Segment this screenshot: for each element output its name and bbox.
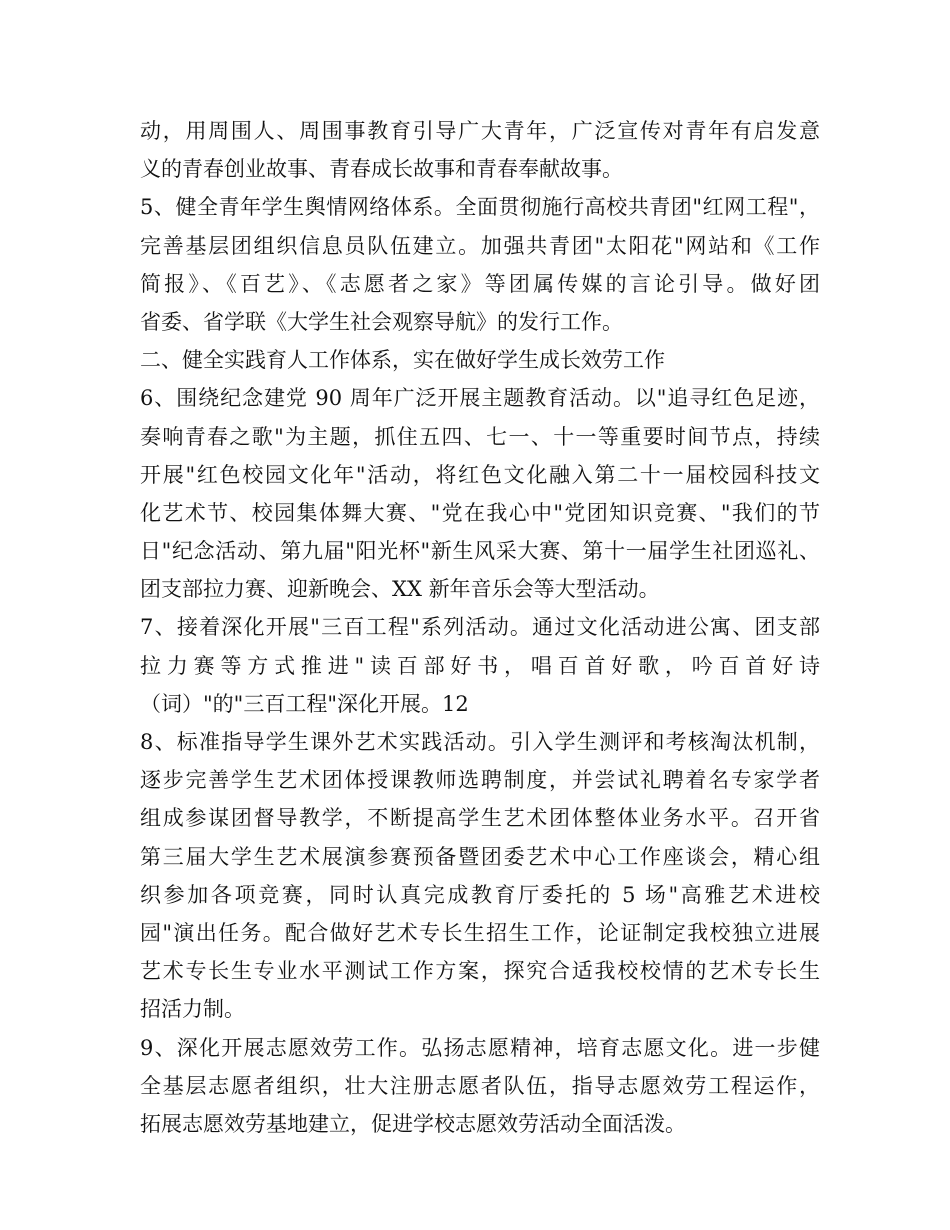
text-line: 第三届大学生艺术展演参赛预备暨团委艺术中心工作座谈会，精心组 xyxy=(140,844,820,869)
text-line: 化艺术节、校园集体舞大赛、"党在我心中"党团知识竞赛、"我们的节 xyxy=(140,500,820,525)
text-line: 8、标准指导学生课外艺术实践活动。引入学生测评和考核淘汰机制， xyxy=(140,730,820,754)
text-line: 5、健全青年学生舆情网络体系。全面贯彻施行高校共青团"红网工程"， xyxy=(140,195,820,220)
text-line: 6、围绕纪念建党 90 周年广泛开展主题教育活动。以"追寻红色足迹， xyxy=(140,386,820,411)
text-line: 二、健全实践育人工作体系，实在做好学生成长效劳工作 xyxy=(140,348,665,373)
text-line: 招活力制。 xyxy=(140,997,245,1022)
text-line: 简报》、《百艺》、《志愿者之家》等团属传媒的言论引导。做好团 xyxy=(140,271,820,296)
text-line: 7、接着深化开展"三百工程"系列活动。通过文化活动进公寓、团支部 xyxy=(140,615,820,640)
text-line: 义的青春创业故事、青春成长故事和青春奉献故事。 xyxy=(140,157,623,182)
text-line: 拉力赛等方式推进"读百部好书，唱百首好歌，吟百首好诗 xyxy=(140,653,820,678)
text-line: 省委、省学联《大学生社会观察导航》的发行工作。 xyxy=(140,309,623,334)
text-line: 全基层志愿者组织，壮大注册志愿者队伍，指导志愿效劳工程运作， xyxy=(140,1073,820,1098)
text-line: 织参加各项竞赛，同时认真完成教育厅委托的 5 场"高雅艺术进校 xyxy=(140,882,820,907)
text-line: 艺术专长生专业水平测试工作方案，探究合适我校校情的艺术专长生 xyxy=(140,959,820,984)
text-line: 动，用周围人、周围事教育引导广大青年，广泛宣传对青年有启发意 xyxy=(140,119,820,143)
text-line: 奏响青春之歌"为主题，抓住五四、七一、十一等重要时间节点，持续 xyxy=(140,424,820,449)
text-line: 拓展志愿效劳基地建立，促进学校志愿效劳活动全面活泼。 xyxy=(140,1111,686,1136)
text-line: 9、深化开展志愿效劳工作。弘扬志愿精神，培育志愿文化。进一步健 xyxy=(140,1035,820,1060)
text-line: 日"纪念活动、第九届"阳光杯"新生风采大赛、第十一届学生社团巡礼、 xyxy=(140,539,820,564)
text-line: 开展"红色校园文化年"活动，将红色文化融入第二十一届校园科技文 xyxy=(140,462,820,487)
text-line: 团支部拉力赛、迎新晚会、XX 新年音乐会等大型活动。 xyxy=(140,577,660,602)
body-text xyxy=(140,112,820,1143)
text-line: （词）"的"三百工程"深化开展。12 xyxy=(140,691,469,716)
text-line: 逐步完善学生艺术团体授课教师选聘制度，并尝试礼聘着名专家学者 xyxy=(140,768,820,793)
text-line: 组成参谋团督导教学，不断提高学生艺术团体整体业务水平。召开省 xyxy=(140,806,820,831)
text-line: 园"演出任务。配合做好艺术专长生招生工作，论证制定我校独立进展 xyxy=(140,920,820,945)
text-line: 完善基层团组织信息员队伍建立。加强共青团"太阳花"网站和《工作 xyxy=(140,233,820,258)
